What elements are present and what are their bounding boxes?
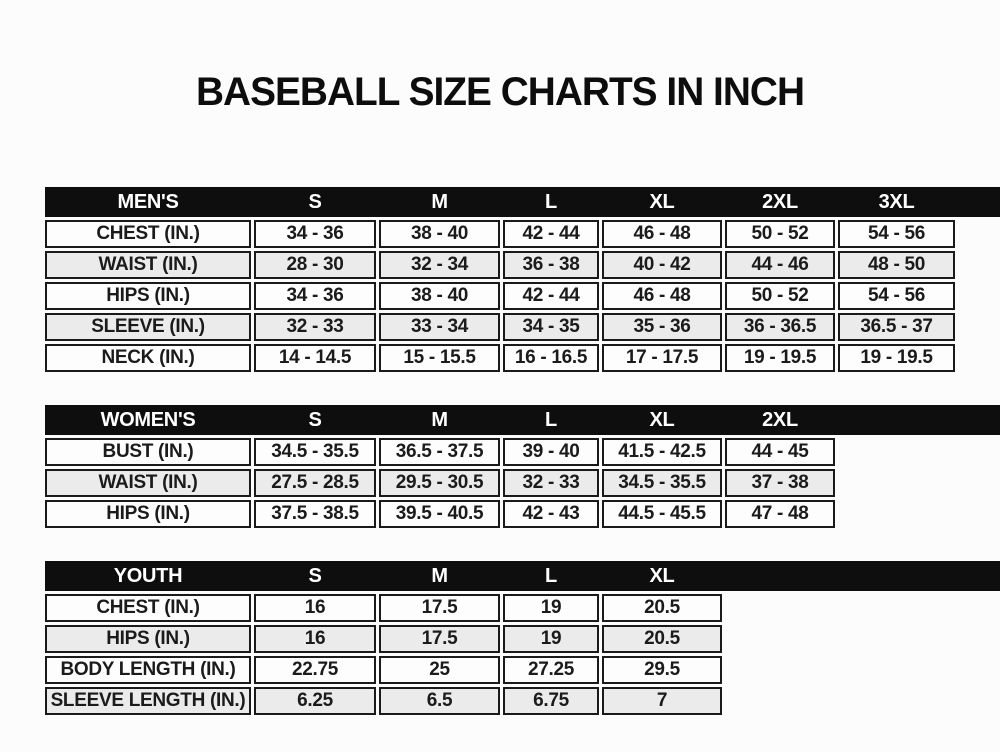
size-value: 40 - 42: [602, 251, 722, 279]
size-value: 27.25: [503, 656, 599, 684]
size-tables-container: [0, 187, 1000, 715]
size-value: 6.5: [379, 687, 500, 715]
table-title-youth: YOUTH: [113, 564, 183, 587]
size-value: 34.5 - 35.5: [254, 438, 376, 466]
table-row: [45, 469, 1000, 497]
size-value: 37.5 - 38.5: [254, 500, 376, 528]
table-row: [45, 251, 1000, 279]
size-value: 15 - 15.5: [379, 344, 500, 372]
size-value: 38 - 40: [379, 220, 500, 248]
size-value: 44 - 46: [725, 251, 835, 279]
size-value: 39.5 - 40.5: [379, 500, 500, 528]
table-row: [45, 656, 1000, 684]
size-value: 20.5: [602, 625, 722, 653]
size-value: 32 - 33: [503, 469, 599, 497]
row-label: SLEEVE (IN.): [45, 313, 251, 341]
size-value: 48 - 50: [838, 251, 955, 279]
column-header: XL: [649, 564, 675, 587]
size-value: 16: [254, 625, 376, 653]
size-value: 20.5: [602, 594, 722, 622]
size-value: 16 - 16.5: [503, 344, 599, 372]
size-value: 19: [503, 594, 599, 622]
size-value: 32 - 34: [379, 251, 500, 279]
table-header-womens: [45, 405, 1000, 435]
size-value: 34 - 35: [503, 313, 599, 341]
row-label: BODY LENGTH (IN.): [45, 656, 251, 684]
column-header: S: [308, 408, 322, 431]
table-row: [45, 282, 1000, 310]
row-label: BUST (IN.): [45, 438, 251, 466]
column-header: M: [431, 408, 448, 431]
size-value: 7: [602, 687, 722, 715]
size-value: 46 - 48: [602, 282, 722, 310]
size-value: 54 - 56: [838, 220, 955, 248]
size-value: 46 - 48: [602, 220, 722, 248]
page-title: BASEBALL SIZE CHARTS IN INCH: [195, 70, 805, 114]
size-value: 29.5 - 30.5: [379, 469, 500, 497]
size-value: 36.5 - 37: [838, 313, 955, 341]
size-table-womens: [45, 405, 1000, 528]
size-value: 44 - 45: [725, 438, 835, 466]
size-value: 29.5: [602, 656, 722, 684]
column-header: S: [308, 190, 322, 213]
size-value: 33 - 34: [379, 313, 500, 341]
table-row: [45, 344, 1000, 372]
size-value: 17.5: [379, 594, 500, 622]
size-value: 44.5 - 45.5: [602, 500, 722, 528]
column-header: 3XL: [878, 190, 915, 213]
size-value: 38 - 40: [379, 282, 500, 310]
size-value: 36 - 36.5: [725, 313, 835, 341]
size-value: 36.5 - 37.5: [379, 438, 500, 466]
table-title-mens: MEN'S: [117, 190, 179, 213]
size-value: 6.75: [503, 687, 599, 715]
size-table-youth: [45, 561, 1000, 715]
table-row: [45, 500, 1000, 528]
size-value: 37 - 38: [725, 469, 835, 497]
column-header: M: [431, 564, 448, 587]
size-table-mens: [45, 187, 1000, 372]
size-value: 42 - 43: [503, 500, 599, 528]
size-value: 42 - 44: [503, 282, 599, 310]
column-header: 2XL: [762, 408, 798, 431]
size-value: 39 - 40: [503, 438, 599, 466]
size-value: 28 - 30: [254, 251, 376, 279]
size-value: 36 - 38: [503, 251, 599, 279]
row-label: HIPS (IN.): [45, 625, 251, 653]
table-header-youth: [45, 561, 1000, 591]
size-value: 32 - 33: [254, 313, 376, 341]
size-value: 35 - 36: [602, 313, 722, 341]
column-header: M: [431, 190, 448, 213]
size-value: 14 - 14.5: [254, 344, 376, 372]
table-row: [45, 220, 1000, 248]
row-label: WAIST (IN.): [45, 251, 251, 279]
column-header: L: [545, 190, 557, 213]
row-label: CHEST (IN.): [45, 594, 251, 622]
table-row: [45, 313, 1000, 341]
table-row: [45, 594, 1000, 622]
table-row: [45, 687, 1000, 715]
table-row: [45, 625, 1000, 653]
table-header-mens: [45, 187, 1000, 217]
size-value: 19: [503, 625, 599, 653]
table-title-womens: WOMEN'S: [100, 408, 196, 431]
row-label: CHEST (IN.): [45, 220, 251, 248]
size-value: 34 - 36: [254, 220, 376, 248]
size-value: 50 - 52: [725, 282, 835, 310]
size-value: 19 - 19.5: [838, 344, 955, 372]
size-value: 17 - 17.5: [602, 344, 722, 372]
size-value: 22.75: [254, 656, 376, 684]
column-header: L: [545, 564, 557, 587]
row-label: HIPS (IN.): [45, 282, 251, 310]
column-header: 2XL: [762, 190, 798, 213]
table-row: [45, 438, 1000, 466]
size-value: 16: [254, 594, 376, 622]
row-label: HIPS (IN.): [45, 500, 251, 528]
size-value: 34 - 36: [254, 282, 376, 310]
size-value: 42 - 44: [503, 220, 599, 248]
column-header: L: [545, 408, 557, 431]
column-header: S: [308, 564, 322, 587]
row-label: SLEEVE LENGTH (IN.): [45, 687, 251, 715]
size-value: 17.5: [379, 625, 500, 653]
size-value: 6.25: [254, 687, 376, 715]
column-header: XL: [649, 408, 675, 431]
size-value: 41.5 - 42.5: [602, 438, 722, 466]
size-value: 25: [379, 656, 500, 684]
size-value: 19 - 19.5: [725, 344, 835, 372]
size-value: 50 - 52: [725, 220, 835, 248]
size-value: 34.5 - 35.5: [602, 469, 722, 497]
size-value: 54 - 56: [838, 282, 955, 310]
row-label: WAIST (IN.): [45, 469, 251, 497]
row-label: NECK (IN.): [45, 344, 251, 372]
size-value: 47 - 48: [725, 500, 835, 528]
size-value: 27.5 - 28.5: [254, 469, 376, 497]
column-header: XL: [649, 190, 675, 213]
